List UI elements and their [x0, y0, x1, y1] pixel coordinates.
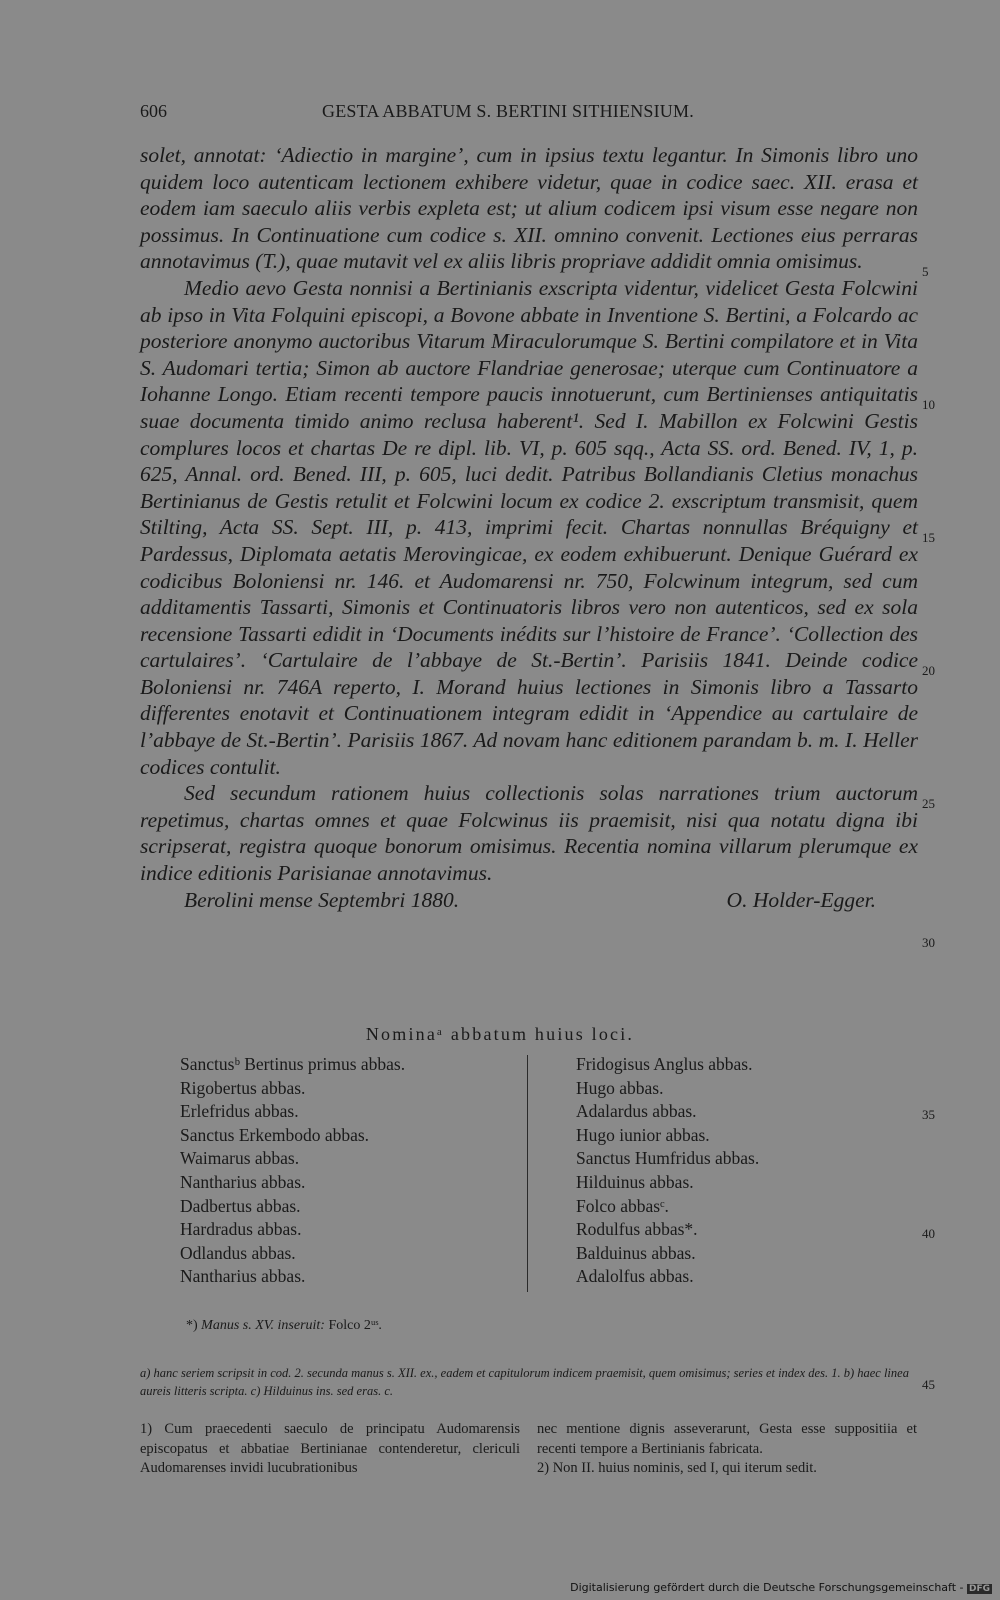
page-header — [140, 101, 940, 127]
list-item: Sanctusᵇ Bertinus primus abbas. — [180, 1054, 406, 1074]
line-number: 30 — [922, 935, 935, 950]
list-item: Hilduinus abbas. — [576, 1171, 694, 1192]
line-number: 15 — [922, 530, 935, 545]
star-note-text: Manus s. XV. inseruit: — [201, 1318, 325, 1333]
line-number: 5 — [922, 264, 929, 279]
apparatus-note-b: b) haec linea aureis litteris scripta. — [140, 1366, 909, 1398]
abbots-list-left — [180, 1053, 405, 1289]
list-item: Nantharius abbas. — [180, 1171, 306, 1192]
list-item: Odlandus abbas. — [180, 1242, 296, 1263]
paragraph-2: Medio aevo Gesta nonnisi a Bertinianis exscripta videntur, videlicet Gesta Folcwini ab ipso in Vita Folquini episcopi, a Bovone abbate in Inventione S. Bertini, a Folcardo ac posteriore anonymo auctoribus Vitarum Miraculorumque S. Bertini compilatore et in Vita S. Audomari tertia; Simon ab auctore Flandriae generosae; uterque cum Continuatore a Iohanne Longo. Etiam recenti tempore paucis innotuerunt, cum Bertinienses antiquitatis suae documenta timido animo reclusa haberent¹. Sed I. Mabillon ex Folcwini Gestis complures locos et chartas De re dipl. lib. VI, p. 605 sqq., Acta SS. ord. Bened. IV, 1, p. 625, Annal. ord. Bened. III, p. 605, luci dedit. Patribus Bollandianis Cletius monachus Bertinianus de Gestis retulit et Folcwini locum ex codice 2. exscriptum transmisit, quem Stilting, Acta SS. Sept. III, p. 413, imprimi fecit. Chartas nonnullas Bréquigny et Pardessus, Diplomata aetatis Merovingicae, ex eodem exhibuerunt. Denique Guérard ex codicibus Boloniensi nr. 146. et Audomarensi nr. 750, Folcwinum integrum, sed cum additamentis Tassarti, Simonis et Continuatoris libros vero non autenticos, sed ex sola recensione Tassarti edidit in ‘Documents inédits sur l’histoire de France’. ‘Collection des cartulaires’. ‘Cartulaire de l’abbaye de St.-Bertin’. Parisiis 1841. Deinde codice Boloniensi nr. 746A reperto, I. Morand huius lectiones in Simonis libro a Tassarto differentes enotavit et Continuationem integram edidit in ‘Appendice au cartulaire de l’abbaye de St.-Bertin’. Parisiis 1867. Ad novam hanc editionem parandam b. m. I. Heller codices contulit. — [140, 275, 918, 779]
paragraph-3: Sed secundum rationem huius collectionis solas narrationes trium auctorum repetimus, chartas omnes et quae Folcwinus iis praemisit, nisi qua notatu digna ibi scripserat, registra quoque bonorum omisimus. Recentia nomina villarum plerumque ex indice editionis Parisianae annotavimus. — [140, 781, 918, 886]
abbots-list-heading: Nominaᵃ abbatum huius loci. — [365, 1024, 635, 1044]
star-note — [186, 1318, 382, 1334]
list-item: Hardradus abbas. — [180, 1219, 302, 1240]
page-number: 606 — [140, 101, 167, 121]
dfg-logo-icon: DFG — [968, 1584, 990, 1594]
signature-place: Berolini mense Septembri 1880. — [184, 887, 460, 912]
star-note-mark: *) — [186, 1318, 198, 1333]
paragraph-1: solet, annotat: ‘Adiectio in margine’, cum in ipsius textu legantur. In Simonis libro uno quidem loco autenticam lectionem exhibere videtur, quae in codice saec. XII. erasa et eodem iam saeculo aliis verbis expleta est; ut alium codicem ipsi visum esse negare non possimus. In Continuatione cum codice s. XII. omnino convenit. Lectiones eius perraras annotavimus (T.), quae mutavit vel ex aliis libris propriave addidit omnia omisimus. — [140, 143, 918, 274]
footnote-continuation: nec mentione dignis asseverarunt, Gesta esse suppositiia et recenti tempore a Bertinianis fabricata. — [537, 1421, 917, 1457]
list-item: Adalardus abbas. — [576, 1101, 697, 1122]
list-item: Sanctus Erkembodo abbas. — [180, 1124, 370, 1145]
line-number: 35 — [922, 1107, 935, 1122]
signature-author: O. Holder-Egger. — [726, 887, 876, 912]
list-item: Hugo iunior abbas. — [576, 1124, 710, 1145]
footnote-right — [537, 1420, 917, 1479]
line-number: 25 — [922, 796, 935, 811]
abbots-list-right — [576, 1053, 759, 1289]
star-note-value: Folco 2ᵘˢ. — [328, 1318, 382, 1333]
list-item: Folco abbasᶜ. — [576, 1195, 669, 1216]
list-item: Dadbertus abbas. — [180, 1195, 301, 1216]
line-number: 40 — [922, 1226, 935, 1241]
signature-line — [140, 887, 918, 915]
list-item: Fridogisus Anglus abbas. — [576, 1054, 753, 1074]
list-item: Rodulfus abbas*. — [576, 1219, 698, 1240]
line-number: 20 — [922, 663, 935, 678]
list-item: Adalolfus abbas. — [576, 1266, 694, 1287]
apparatus-note-a: a) hanc seriem scripsit in cod. 2. secunda manus s. XII. ex., eadem et capitulorum indicem praemisit, quem omisimus; series et index des. 1. — [140, 1366, 841, 1380]
list-item: Balduinus abbas. — [576, 1242, 696, 1263]
introduction-text — [140, 142, 918, 915]
list-item: Waimarus abbas. — [180, 1148, 300, 1169]
line-number: 10 — [922, 397, 935, 412]
credit-text: Digitalisierung gefördert durch die Deutsche Forschungsgemeinschaft - — [570, 1581, 964, 1594]
list-item: Sanctus Humfridus abbas. — [576, 1148, 760, 1169]
footnote-2: 2) Non II. huius nominis, sed I, qui iterum sedit. — [537, 1460, 817, 1476]
apparatus-note-c: c) Hilduinus ins. sed eras. c. — [250, 1384, 394, 1398]
list-item: Hugo abbas. — [576, 1077, 664, 1098]
critical-apparatus — [140, 1364, 920, 1400]
list-item: Nantharius abbas. — [180, 1266, 306, 1287]
footnote-left: 1) Cum praecedenti saeculo de principatu Audomarensis episcopatus et abbatiae Bertinianae contenderetur, clericuli Audomarenses invidi lucubrationibus — [140, 1421, 520, 1476]
running-title: GESTA ABBATUM S. BERTINI SITHIENSIUM. — [322, 101, 694, 121]
list-item: Rigobertus abbas. — [180, 1077, 306, 1098]
line-number: 45 — [922, 1377, 935, 1392]
list-item: Erlefridus abbas. — [180, 1101, 299, 1122]
digitization-credit — [570, 1581, 992, 1594]
column-divider — [527, 1055, 528, 1292]
